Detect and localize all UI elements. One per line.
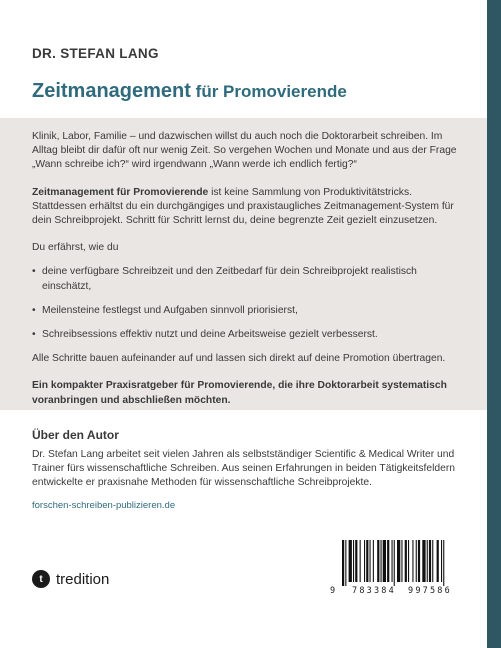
blurb-bullet: • Schreibsessions effektiv nutzt und deine Arbeitsweise gezielt verbesserst. <box>32 328 464 342</box>
blurb-intro: Klinik, Labor, Familie – und dazwischen willst du auch noch die Doktorarbeit schreiben. Im Alltag bleibt dir dafür oft nur wenig Zeit. So vergehen Wochen und Monate und aus der Frage „Wann schreibe ich?“ wird irgendwann „Wann werde ich endlich fertig?“ <box>32 131 457 171</box>
bullet-icon: • <box>32 304 36 316</box>
blurb-description-text: ist keine Sammlung von Produktivitätstricks. Stattdessen erhältst du ein durchgängiges und praxistaugliches Zeitmanagement-System für dein Schreibprojekt. Schritt für Schritt lernst du, deine begrenzte Zeit gezielt einzusetzen. <box>32 186 454 227</box>
blurb-bullet: • Meilensteine festlegst und Aufgaben sinnvoll priorisierst, <box>32 304 464 318</box>
bullet-icon: • <box>32 329 36 341</box>
blurb-book-name: Zeitmanagement für Promovierende <box>32 186 209 198</box>
book-title-sub: für Promovierende <box>190 82 347 101</box>
barcode-icon <box>330 540 466 586</box>
publisher-name: tredition <box>56 570 110 588</box>
blurb-description <box>32 186 464 229</box>
publisher-mark-icon: t <box>32 570 50 588</box>
blurb-bullet-list <box>32 265 464 342</box>
book-title <box>32 80 347 103</box>
blurb-bullet: • deine verfügbare Schreibzeit und den Zeitbedarf für dein Schreibprojekt realistisch einschätzt, <box>32 266 417 292</box>
blurb-closing: Ein kompakter Praxisratgeber für Promovierende, die ihre Doktorarbeit systematisch voranbringen und abschließen möchten. <box>32 380 447 406</box>
blurb-transfer: Alle Schritte bauen aufeinander auf und lassen sich direkt auf deine Promotion übertragen. <box>32 353 446 365</box>
blurb-panel <box>0 118 487 410</box>
blurb-learn-lead: Du erfährst, wie du <box>32 242 119 254</box>
isbn-barcode <box>330 540 466 600</box>
about-author-text: Dr. Stefan Lang arbeitet seit vielen Jahren als selbstständiger Scientific & Medical Writer und Trainer fürs wissenschaftliche Schreiben. Aus seinen Erfahrungen in beiden Tätigkeitsfeldern entwickelte er praxisnahe Methoden für wissenschaftliche Schreibprojekte. <box>32 449 455 489</box>
website-link[interactable]: forschen-schreiben-publizieren.de <box>32 500 176 511</box>
publisher-logo <box>32 570 109 588</box>
isbn-first-digit: 9 <box>330 586 336 596</box>
bullet-icon: • <box>32 266 36 278</box>
about-author-heading: Über den Autor <box>32 428 119 442</box>
spine-stripe <box>487 0 501 648</box>
book-title-main: Zeitmanagement <box>32 80 191 102</box>
isbn-group-2: 997586 <box>408 586 452 596</box>
isbn-group-1: 783384 <box>352 586 396 596</box>
author-name: DR. STEFAN LANG <box>32 46 159 61</box>
